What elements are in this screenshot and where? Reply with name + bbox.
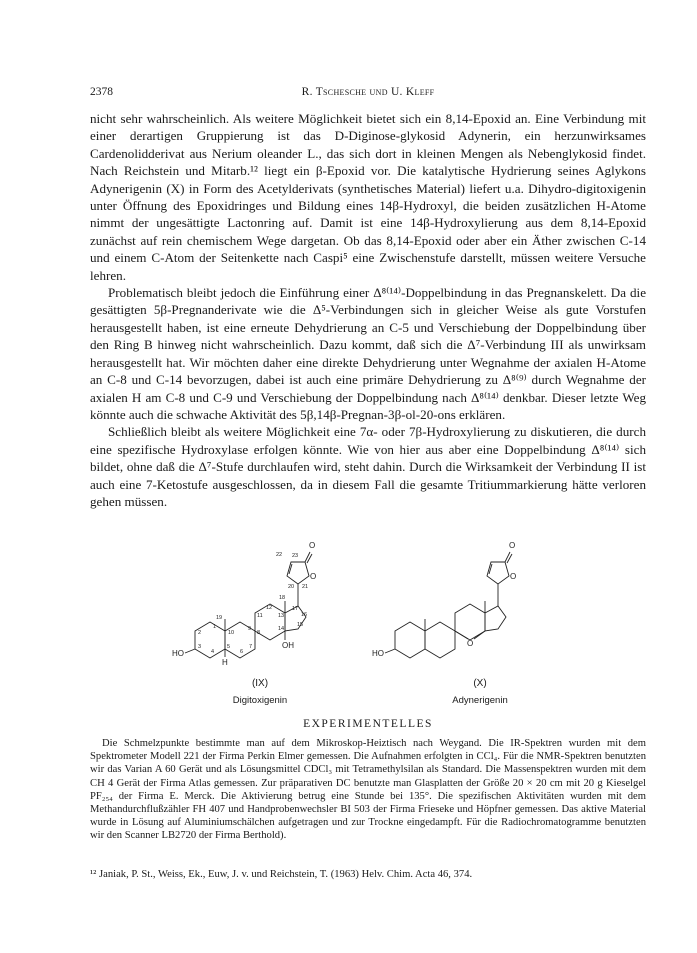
compound-name: Adynerigenin [452, 695, 508, 706]
atom-label: 3 [198, 644, 202, 650]
atom-label: 14 [278, 626, 285, 632]
atom-label: 9 [248, 626, 252, 632]
paragraph: Problematisch bleibt jedoch die Einführung einer Δ⁸⁽¹⁴⁾-Doppelbindung in das Pregnanskelett. Da die gesättigten 5β-Pregnanderivate wie die Δ⁵-Verbindungen sich in gleicher Weise als gute Vorstufen herausgestellt haben, ist eine erneute Dehydrierung an C-5 und Verschiebung der Doppelbindung über den Ring B hinweg nicht wahrscheinlich. Dazu kommt, daß sich die Δ⁷-Verbindung III als unwirksam herausgestellt hat. Wir möchten daher eine direkte Dehydrierung unter Wegnahme der axialen H-Atome an C-8 und C-14 bevorzugen, dabei ist auch eine primäre Dehydrierung zu Δ⁸⁽⁹⁾ durch Wegnahme der axialen H am C-8 und C-9 und Verschiebung der Doppelbindung nach Δ⁸⁽¹⁴⁾ denkbar. Dieser letzte Weg könnte auch die schwache Aktivität des 5β,14β-Pregnan-3β-ol-20-ons erklären. [90, 285, 646, 422]
substituent-ho: HO [372, 649, 384, 658]
paragraph: Schließlich bleibt als weitere Möglichkeit eine 7α- oder 7β-Hydroxylierung zu diskutieren, die durch eine spezifische Hydroxylase erfolgen könnte. Wie von hier aus aber eine Doppelbindung Δ⁸⁽¹⁴⁾ sich bildet, ohne daß die Δ⁷-Stufe durchlaufen wird, steht dahin. Durch die Wirksamkeit der Verbindung II ist auch eine 7-Ketostufe ausgeschlossen, da in diesem Fall die gesamte Tritiummarkierung hätte verloren gehen müssen. [90, 424, 646, 509]
atom-label: 7 [249, 644, 253, 650]
atom-label: 21 [302, 584, 309, 590]
running-header [90, 86, 646, 102]
paragraph: Die Schmelzpunkte bestimmte man auf dem Mikroskop-Heiztisch nach Weygand. Die IR-Spektren wurden mit dem Spektrometer Modell 221 der Firma Perkin Elmer gemessen. Die Aufnahmen erfolgten in CCl₄. Für die NMR-Spektren benutzten wir das Varian A 60 Gerät und als Lösungsmittel CDCl₃ mit Tetramethylsilan als Standard. Die Massenspektren wurden mit dem CH 4 Gerät der Firma Atlas gemessen. Zur präparativen DC benutzte man Glasplatten der Größe 20 × 20 cm mit 20 g Kieselgel PF₂₅₄ der Firma E. Merck. Die Aktivierung betrug eine Stunde bei 135°. Die spezifischen Aktivitäten wurden mit dem Methandurchflußzähler FH 407 und Handprobenwechsler BI 503 der Firma Frieseke und Höpfner gemessen. Das aktive Material wurde in Lösung auf Aluminiumschälchen aufgetragen und zur Trockne eingedampft. Für die Radiochromatogramme benutzten wir den Scanner LB2720 der Firma Berthold). [90, 738, 646, 842]
adynerigenin-structure [370, 526, 600, 666]
atom-label: 17 [292, 606, 299, 612]
compound-number: (IX) [251, 678, 269, 689]
section-heading: EXPERIMENTELLES [303, 718, 433, 730]
atom-label: 8 [257, 630, 261, 636]
atom-label: 19 [216, 615, 223, 621]
paragraph: nicht sehr wahrscheinlich. Als weitere Möglichkeit bietet sich ein 8,14-Epoxid an. Eine Verbindung mit einer derartigen Gruppierung ist das D-Diginose-glykosid Adynerin, ein herzunwirksames Cardenolidderivat aus Nerium oleander L., das sich dort in kleinen Mengen als Nebenglykosid findet. Nach Reichstein und Mitarb.¹² liegt ein β-Epoxid vor. Die katalytische Hydrierung seines Aglykons Adynerigenin (X) in Form des Acetylderivats (synthetisches Material) liefert u.a. Dihydro-digitoxigenin unter Öffnung des Epoxidringes und Bildung eines 14β-Hydroxyl, die beiden zusätzlichen H-Atome nimmt der ungesättigte Lactonring auf. Damit ist eine 14β-Hydroxylierung aus dem 8,14-Epoxid zunächst auf rein chemischem Wege dargetan. Ob das 8,14-Epoxid oder aber ein Äther zwischen C-14 und einem C-Atom der Seitenkette nach Caspi⁵ eine Zwischenstufe darstellt, müssen weitere Versuche lehren. [90, 111, 646, 283]
caption-x [420, 678, 540, 706]
atom-label: 20 [288, 584, 295, 590]
atom-label: 22 [276, 552, 283, 558]
atom-label: 15 [297, 622, 304, 628]
running-head-authors: R. Tschesche und U. Kleff [301, 86, 435, 98]
atom-label: 16 [301, 612, 308, 618]
substituent-ho: HO [172, 649, 184, 658]
atom-label: 12 [266, 605, 273, 611]
atom-label: 18 [279, 595, 286, 601]
atom-label: 11 [257, 613, 263, 619]
atom-label: 23 [292, 553, 299, 559]
compound-name: Digitoxigenin [232, 695, 288, 706]
compound-number: (X) [473, 678, 487, 689]
atom-label: 13 [278, 613, 285, 619]
substituent-h: H [222, 658, 228, 666]
caption-ix [200, 678, 320, 706]
atom-label: 4 [211, 649, 215, 655]
structure-figure [90, 526, 646, 716]
epoxide-oxygen: O [467, 639, 474, 648]
atom-label: 1 [213, 624, 217, 630]
page-number: 2378 [90, 86, 113, 98]
experimental-text [90, 737, 646, 843]
footnote: ¹² Janiak, P. St., Weiss, Ek., Euw, J. v. und Reichstein, T. (1963) Helv. Chim. Acta 46, 374. [90, 869, 473, 880]
ring-oxygen: O [310, 572, 317, 581]
ring-oxygen: O [510, 572, 517, 581]
atom-label: 10 [228, 630, 235, 636]
atom-label: 5 [227, 644, 231, 650]
atom-label: 2 [198, 630, 202, 636]
atom-label: 6 [240, 649, 244, 655]
main-text [90, 110, 646, 510]
digitoxigenin-structure [110, 526, 340, 666]
carbonyl-oxygen: O [309, 541, 316, 550]
carbonyl-oxygen: O [509, 541, 516, 550]
substituent-oh: OH [282, 641, 294, 650]
